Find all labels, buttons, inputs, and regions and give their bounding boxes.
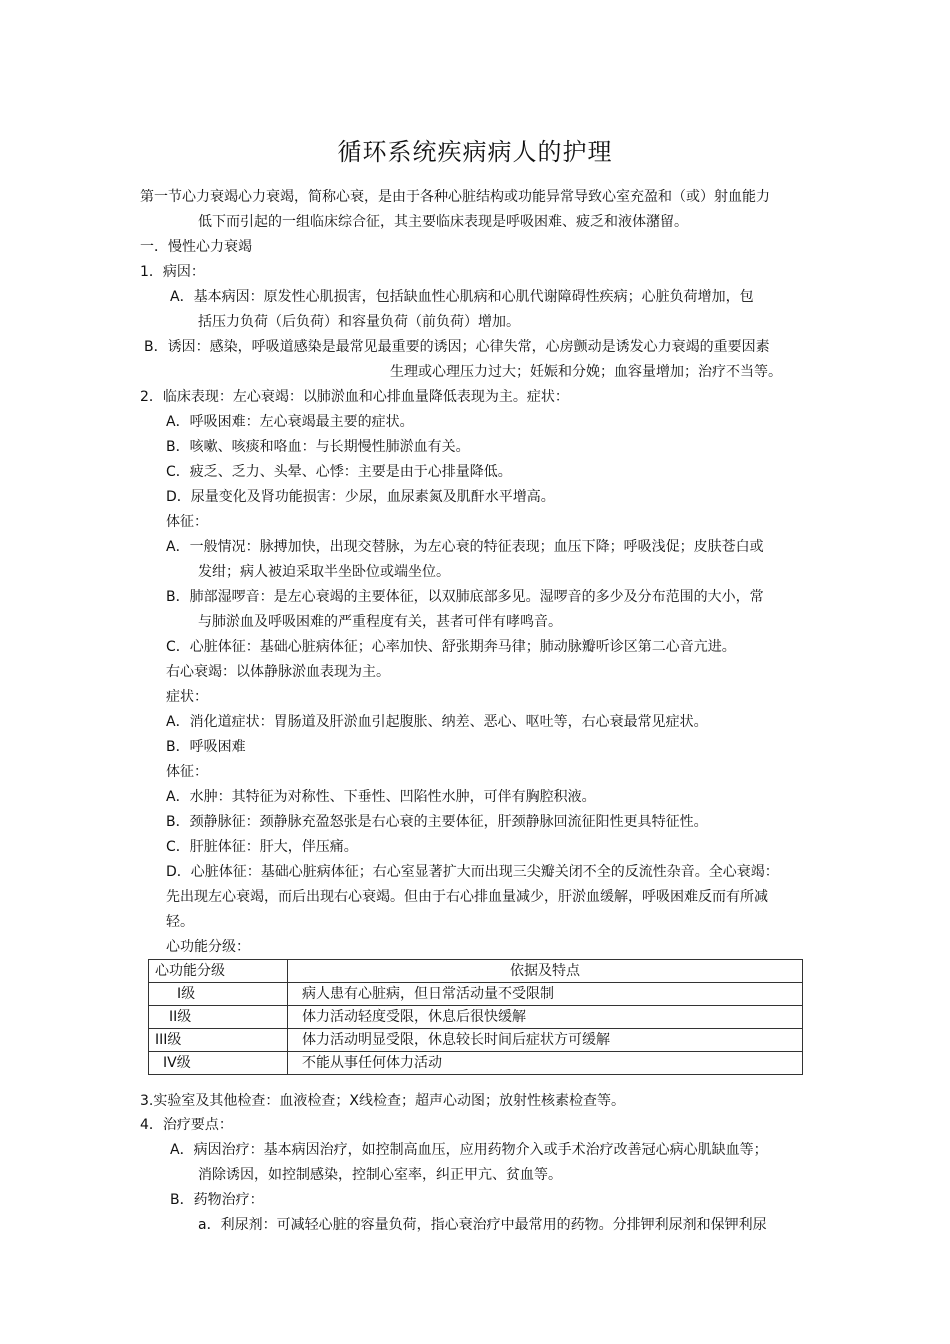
list-item: A．水肿：其特征为对称性、下垂性、凹陷性水肿，可伴有胸腔积液。 (166, 789, 596, 805)
table-header-cell: 依据及特点 (288, 960, 803, 983)
list-item: A．病因治疗：基本病因治疗，如控制高血压，应用药物介入或手术治疗改善冠心病心肌缺血等； (170, 1142, 768, 1158)
list-item-continuation: 轻。 (166, 914, 194, 930)
list-item: C．肝脏体征：肝大，伴压痛。 (166, 839, 358, 855)
list-item: D．心脏体征：基础心脏病体征；右心室显著扩大而出现三尖瓣关闭不全的反流性杂音。全心衰竭： (166, 864, 779, 880)
table-cell-grade: Ⅰ级 (149, 983, 288, 1006)
table-header-cell: 心功能分级 (149, 960, 288, 983)
list-item: B．咳嗽、咳痰和咯血：与长期慢性肺淤血有关。 (166, 439, 470, 455)
table-cell-grade: IV级 (149, 1052, 288, 1075)
table-cell-description: 病人患有心脏病，但日常活动量不受限制 (288, 983, 803, 1006)
table-row (149, 1029, 803, 1052)
table-row (149, 1052, 803, 1075)
paragraph-line: 生理或心理压力过大；妊娠和分娩；血容量增加；治疗不当等。 (390, 364, 782, 380)
list-item: B．药物治疗： (170, 1192, 264, 1208)
table-cell-grade: ⅠⅠ级 (149, 1006, 288, 1029)
list-item: B．呼吸困难 (166, 739, 246, 755)
table-row (149, 1006, 803, 1029)
table-cell-description: 不能从事任何体力活动 (288, 1052, 803, 1075)
document-title: 循环系统疾病病人的护理 (337, 138, 613, 166)
list-item: a．利尿剂：可减轻心脏的容量负荷，指心衰治疗中最常用的药物。分排钾利尿剂和保钾利尿 (198, 1217, 767, 1233)
table-cell-description: 体力活动明显受限，休息较长时间后症状方可缓解 (288, 1029, 803, 1052)
heading-etiology: 1．病因： (140, 264, 205, 280)
subheading-symptoms: 症状： (166, 689, 208, 705)
paragraph-line: 括压力负荷（后负荷）和容量负荷（前负荷）增加。 (198, 314, 520, 330)
list-item-continuation: 与肺淤血及呼吸困难的严重程度有关，甚者可伴有哮鸣音。 (198, 614, 562, 630)
subheading-signs: 体征： (166, 514, 208, 530)
heading-clinical-manifestations: 2．临床表现：左心衰竭：以肺淤血和心排血量降低表现为主。症状： (140, 389, 569, 405)
list-item: C．疲乏、乏力、头晕、心悸：主要是由于心排量降低。 (166, 464, 512, 480)
cardiac-function-table (148, 959, 803, 1075)
list-item-continuation: 消除诱因，如控制感染，控制心室率，纠正甲亢、贫血等。 (198, 1167, 562, 1183)
list-item: C．心脏体征：基础心脏病体征；心率加快、舒张期奔马律；肺动脉瓣听诊区第二心音亢进。 (166, 639, 736, 655)
list-item: B．肺部湿啰音：是左心衰竭的主要体征，以双肺底部多见。湿啰音的多少及分布范围的大小，常 (166, 589, 764, 605)
list-item-continuation: 发绀；病人被迫采取半坐卧位或端坐位。 (198, 564, 450, 580)
heading-lab-tests: 3.实验室及其他检查：血液检查；X线检查；超声心动图；放射性核素检查等。 (140, 1093, 625, 1109)
subheading-signs: 体征： (166, 764, 208, 780)
heading-treatment: 4．治疗要点： (140, 1117, 233, 1133)
table-header-row (149, 960, 803, 983)
paragraph-line: A．基本病因：原发性心肌损害，包括缺血性心肌病和心肌代谢障碍性疾病；心脏负荷增加，包 (170, 289, 754, 305)
section-intro-line: 第一节心力衰竭心力衰竭，简称心衰，是由于各种心脏结构或功能异常导致心室充盈和（或）射血能力 (140, 189, 770, 205)
list-item: A．消化道症状：胃肠道及肝淤血引起腹胀、纳差、恶心、呕吐等，右心衰最常见症状。 (166, 714, 708, 730)
subheading-right-heart-failure: 右心衰竭：以体静脉淤血表现为主。 (166, 664, 390, 680)
list-item: A．呼吸困难：左心衰竭最主要的症状。 (166, 414, 414, 430)
table-cell-grade: III级 (149, 1029, 288, 1052)
paragraph-line: B．诱因：感染，呼吸道感染是最常见最重要的诱因；心律失常，心房颤动是诱发心力衰竭的重要因素 (144, 339, 770, 355)
list-item: D．尿量变化及肾功能损害：少尿，血尿素氮及肌酐水平增高。 (166, 489, 555, 505)
table-row (149, 983, 803, 1006)
section-intro-line: 低下而引起的一组临床综合征，其主要临床表现是呼吸困难、疲乏和液体潴留。 (198, 214, 688, 230)
list-item: B．颈静脉征：颈静脉充盈怒张是右心衰的主要体征，肝颈静脉回流征阳性更具特征性。 (166, 814, 708, 830)
heading-chronic-heart-failure: 一．慢性心力衰竭 (140, 239, 252, 255)
list-item: A．一般情况：脉搏加快，出现交替脉，为左心衰的特征表现；血压下降；呼吸浅促；皮肤苍白或 (166, 539, 764, 555)
table-cell-description: 体力活动轻度受限，休息后很快缓解 (288, 1006, 803, 1029)
subheading-cardiac-function-grading: 心功能分级： (166, 939, 250, 955)
list-item-continuation: 先出现左心衰竭，而后出现右心衰竭。但由于右心排血量减少，肝淤血缓解，呼吸困难反而有所减 (166, 889, 768, 905)
